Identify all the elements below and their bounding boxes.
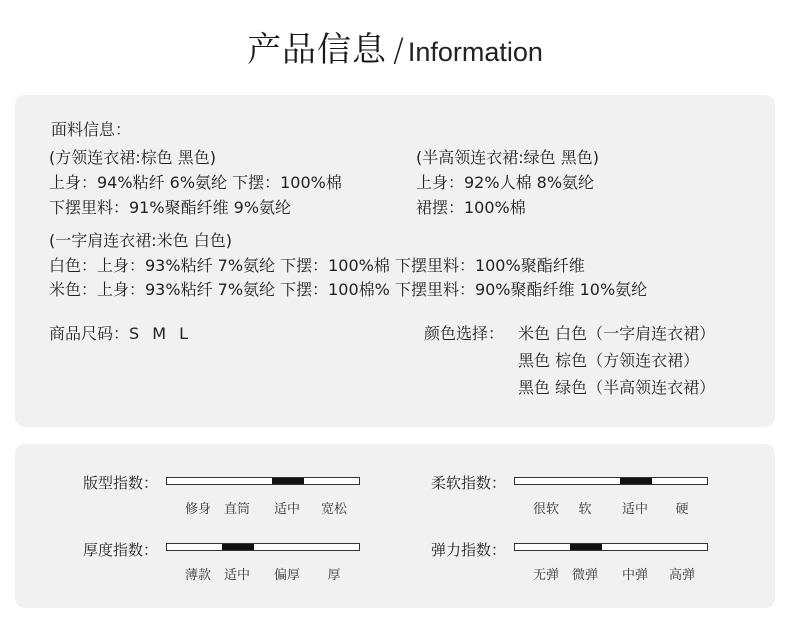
thickness-index-ticks bbox=[166, 564, 358, 584]
half-collar-title: (半高领连衣裙:绿色 黑色) bbox=[416, 148, 599, 167]
fit-index-fill bbox=[272, 478, 304, 484]
fit-index-tick: 宽松 bbox=[320, 502, 348, 517]
half-collar-top: 上身：92%人棉 8%氨纶 bbox=[416, 173, 595, 192]
elasticity-index-ticks bbox=[514, 564, 706, 584]
shoulder-dress-beige: 米色：上身：93%粘纤 7%氨纶 下摆：100棉% 下摆里料：90%聚酯纤维 10%氨纶 bbox=[49, 280, 648, 299]
elasticity-index-tick: 中弹 bbox=[621, 568, 649, 583]
shoulder-dress-title: (一字肩连衣裙:米色 白色) bbox=[49, 231, 232, 250]
color-label: 颜色选择： bbox=[424, 324, 505, 343]
softness-index-fill bbox=[620, 478, 652, 484]
square-dress-title: (方领连衣裙:棕色 黑色) bbox=[49, 148, 216, 167]
thickness-index-label: 厚度指数： bbox=[83, 541, 159, 559]
elasticity-index-tick: 高弹 bbox=[668, 568, 696, 583]
fit-index-tick: 直筒 bbox=[223, 502, 251, 517]
elasticity-index-tick: 无弹 bbox=[532, 568, 560, 583]
thickness-index-tick: 薄款 bbox=[184, 568, 212, 583]
size-values: S M L bbox=[129, 324, 193, 343]
softness-index-label: 柔软指数： bbox=[431, 474, 507, 492]
elasticity-index-tick: 微弹 bbox=[571, 568, 599, 583]
index-card bbox=[15, 444, 775, 608]
page-title bbox=[0, 22, 790, 71]
softness-index-tick: 软 bbox=[578, 502, 592, 517]
fit-index-label: 版型指数： bbox=[83, 474, 159, 492]
color-option-2: 黑色 棕色（方领连衣裙） bbox=[518, 351, 700, 370]
fit-index-ticks bbox=[166, 498, 358, 518]
size-row bbox=[49, 321, 192, 347]
square-dress-lining: 下摆里料：91%聚酯纤维 9%氨纶 bbox=[49, 198, 292, 217]
fit-index-bar bbox=[166, 477, 360, 485]
shoulder-dress-white: 白色：上身：93%粘纤 7%氨纶 下摆：100%棉 下摆里料：100%聚酯纤维 bbox=[49, 256, 585, 275]
softness-index-tick: 适中 bbox=[621, 502, 649, 517]
elasticity-index-bar bbox=[514, 543, 708, 551]
square-dress-top: 上身：94%粘纤 6%氨纶 下摆：100%棉 bbox=[49, 173, 342, 192]
thickness-index-tick: 适中 bbox=[223, 568, 251, 583]
color-option-1: 米色 白色（一字肩连衣裙） bbox=[518, 324, 716, 343]
elasticity-index-fill bbox=[570, 544, 602, 550]
title-slash: / bbox=[393, 31, 404, 69]
fit-index-tick: 适中 bbox=[273, 502, 301, 517]
fit-index-tick: 修身 bbox=[184, 502, 212, 517]
title-chinese: 产品信息 bbox=[247, 30, 388, 70]
elasticity-index-label: 弹力指数： bbox=[431, 541, 507, 559]
softness-index-tick: 硬 bbox=[675, 502, 689, 517]
softness-index-ticks bbox=[514, 498, 706, 518]
thickness-index-tick: 厚 bbox=[327, 568, 341, 583]
fabric-info-card bbox=[15, 95, 775, 427]
thickness-index-bar bbox=[166, 543, 360, 551]
title-english: Information bbox=[407, 37, 543, 67]
half-collar-hem: 裙摆：100%棉 bbox=[416, 198, 526, 217]
color-option-3: 黑色 绿色（半高领连衣裙） bbox=[518, 378, 716, 397]
size-label: 商品尺码： bbox=[49, 324, 130, 343]
softness-index-tick: 很软 bbox=[532, 502, 560, 517]
softness-index-bar bbox=[514, 477, 708, 485]
fabric-heading: 面料信息： bbox=[51, 120, 132, 139]
thickness-index-tick: 偏厚 bbox=[273, 568, 301, 583]
thickness-index-fill bbox=[222, 544, 254, 550]
